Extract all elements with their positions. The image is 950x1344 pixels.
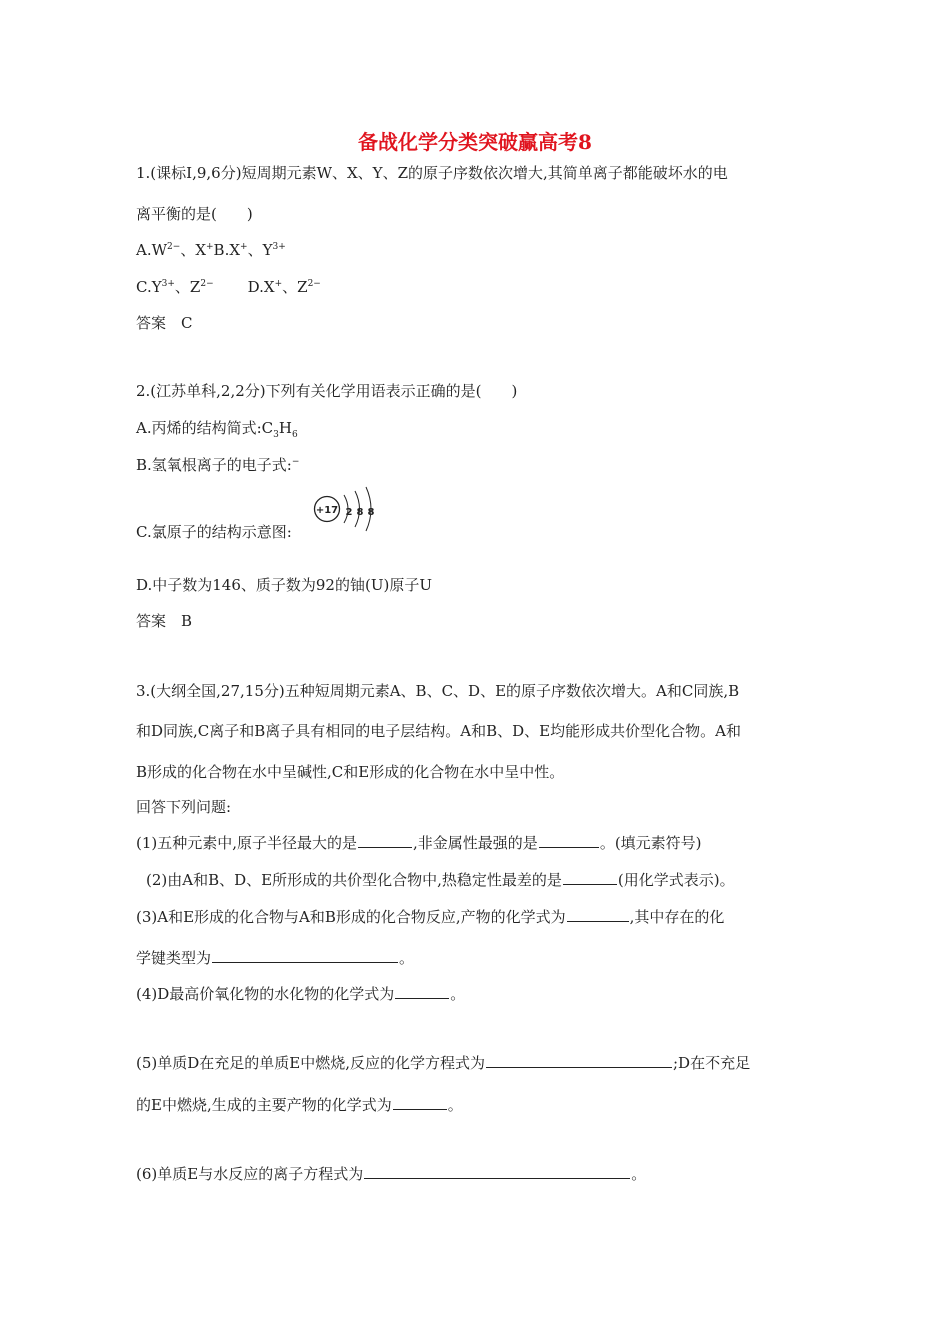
chlorine-atom-structure-diagram [313, 486, 377, 536]
q2-option-a: A.丙烯的结构简式$:C_3H_6$ [136, 419, 298, 440]
q2-option-d: D.中子数为146、质子数为92的铀(U)原子U [136, 576, 432, 594]
q3-part2: (2)由A和B、D、E所形成的共价型化合物中,热稳定性最差的是 (用化学式表示)。 [146, 871, 735, 889]
q1-option-a: $A.W^{2-}$、X+ [136, 241, 214, 259]
q3-part5-line1: (5)单质D在充足的单质E中燃烧,反应的化学方程式为 ;D在不充足 [136, 1054, 751, 1072]
answer-blank[interactable] [393, 1095, 447, 1110]
q2-answer: 答案 B [136, 612, 193, 630]
q3-part3-line2: 学键类型为 。 [136, 949, 415, 967]
page-title: 备战化学分类突破赢高考8 [358, 130, 592, 154]
q3-part6: (6)单质E与水反应的离子方程式为 。 [136, 1165, 647, 1183]
q1-option-b: B.X+、$Y^{3+}$ [213, 241, 286, 259]
q3-part1: (1)五种元素中,原子半径最大的是 ,非金属性最强的是 。(填元素符号) [136, 834, 702, 852]
q2-option-c: C.氯原子的结构示意图: [136, 523, 292, 541]
q1-options-ab [136, 240, 286, 260]
answer-blank[interactable] [539, 833, 599, 848]
answer-blank[interactable] [358, 833, 412, 848]
atom-shell-3-label: 8 [367, 507, 375, 518]
q1-stem-line2: 离平衡的是( ) [136, 205, 253, 223]
q2-stem: 2.(江苏单科,2,2分)下列有关化学用语表示正确的是( ) [136, 382, 518, 400]
q3-stem-line3: B形成的化合物在水中呈碱性,C和E形成的化合物在水中呈中性。 [136, 763, 565, 781]
q1-option-c: $C.Y^{3+}$、$Z^{2-}$ [136, 278, 214, 296]
atom-shell-2-label: 8 [356, 507, 364, 518]
q3-part3-line1: (3)A和E形成的化合物与A和B形成的化合物反应,产物的化学式为 ,其中存在的化 [136, 908, 725, 926]
answer-blank[interactable] [567, 907, 629, 922]
q1-option-d: D.X+、$Z^{2-}$ [247, 278, 321, 296]
q1-stem-line1: 1.(课标Ⅰ,9,6分)短周期元素W、X、Y、Z的原子序数依次增大,其简单离子都能破坏水的电 [136, 164, 728, 182]
answer-blank[interactable] [364, 1164, 630, 1179]
atom-nucleus-label: +17 [315, 505, 339, 516]
q2-option-b: B.氢氧根离子的电子式:− [136, 456, 300, 474]
q3-intro: 回答下列问题: [136, 798, 232, 816]
answer-blank[interactable] [563, 870, 617, 885]
q3-part4: (4)D最高价氧化物的水化物的化学式为 。 [136, 985, 466, 1003]
q3-part5-line2: 的E中燃烧,生成的主要产物的化学式为 。 [136, 1096, 463, 1114]
answer-blank[interactable] [486, 1053, 672, 1068]
q1-answer: 答案 C [136, 314, 193, 332]
atom-shell-1-label: 2 [345, 507, 353, 518]
answer-blank[interactable] [212, 948, 398, 963]
q1-options-cd [136, 277, 321, 297]
q3-stem-line2: 和D同族,C离子和B离子具有相同的电子层结构。A和B、D、E均能形成共价型化合物。A和 [136, 722, 741, 740]
q3-stem-line1: 3.(大纲全国,27,15分)五种短周期元素A、B、C、D、E的原子序数依次增大。A和C同族,B [136, 682, 740, 700]
answer-blank[interactable] [395, 984, 449, 999]
